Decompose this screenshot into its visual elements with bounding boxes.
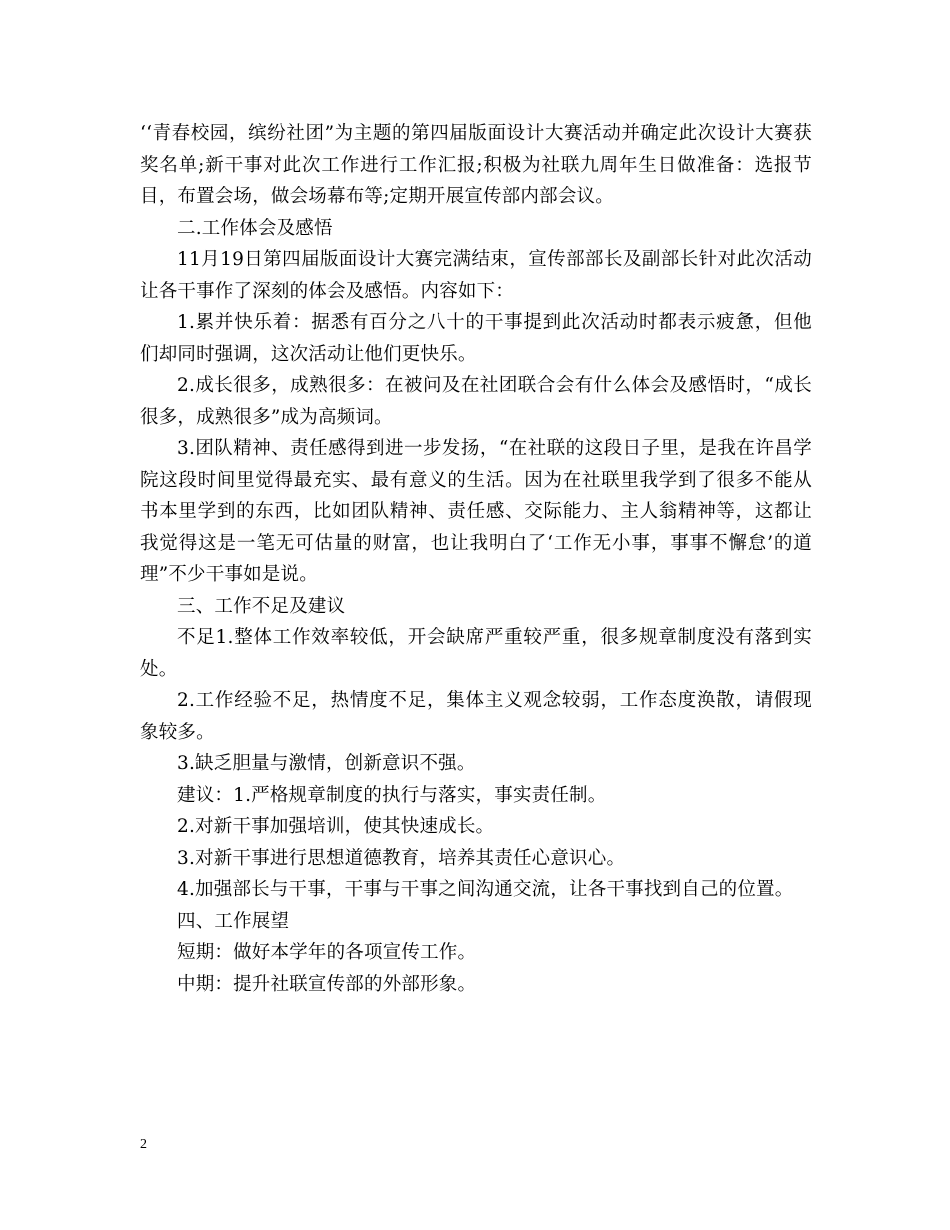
paragraph: 3.缺乏胆量与激情，创新意识不强。 xyxy=(177,753,476,774)
paragraph: 4.加强部长与干事，干事与干事之间沟通交流，让各干事找到自己的位置。 xyxy=(177,879,794,900)
paragraph: 2.成长很多，成熟很多：在被问及在社团联合会有什么体会及感悟时，“成长很多，成熟很多”成为高频词。 xyxy=(140,375,812,428)
paragraph: 3.团队精神、责任感得到进一步发扬，“在社联的这段日子里，是我在许昌学院这段时间里觉得最充实、最有意义的生活。因为在社联里我学到了很多不能从书本里学到的东西，比如团队精神、责任感、交际能力、主人翁精神等，这都让我觉得这是一笔无可估量的财富，也让我明白了‘工作无小事，事事不懈怠’的道理”不少干事如是说。 xyxy=(140,438,812,585)
document-page xyxy=(140,118,812,1000)
paragraph: 11月19日第四届版面设计大赛完满结束，宣传部部长及副部长针对此次活动让各干事作了深刻的体会及感悟。内容如下： xyxy=(140,249,812,302)
paragraph: 2.工作经验不足，热情度不足，集体主义观念较弱，工作态度涣散，请假现象较多。 xyxy=(140,690,812,743)
paragraph: 1.累并快乐着：据悉有百分之八十的干事提到此次活动时都表示疲惫，但他们却同时强调，这次活动让他们更快乐。 xyxy=(140,312,812,365)
page-number: 2 xyxy=(140,1137,147,1152)
paragraph: 建议：1.严格规章制度的执行与落实，事实责任制。 xyxy=(177,784,607,806)
paragraph: 中期：提升社联宣传部的外部形象。 xyxy=(177,973,477,995)
paragraph: 短期：做好本学年的各项宣传工作。 xyxy=(177,942,477,963)
section-heading: 二.工作体会及感悟 xyxy=(177,217,333,239)
paragraph: 2.对新干事加强培训，使其快速成长。 xyxy=(177,816,495,837)
paragraph: ‘‘青春校园，缤纷社团”为主题的第四届版面设计大赛活动并确定此次设计大赛获奖名单;新干事对此次工作进行工作汇报;积极为社联九周年生日做准备：选报节目，布置会场，做会场幕布等;定期开展宣传部内部会议。 xyxy=(140,123,812,207)
section-heading: 三、工作不足及建议 xyxy=(177,595,346,617)
section-heading: 四、工作展望 xyxy=(177,910,290,932)
paragraph: 不足1.整体工作效率较低，开会缺席严重较严重，很多规章制度没有落到实处。 xyxy=(140,627,812,680)
paragraph: 3.对新干事进行思想道德教育，培养其责任心意识心。 xyxy=(177,847,626,869)
